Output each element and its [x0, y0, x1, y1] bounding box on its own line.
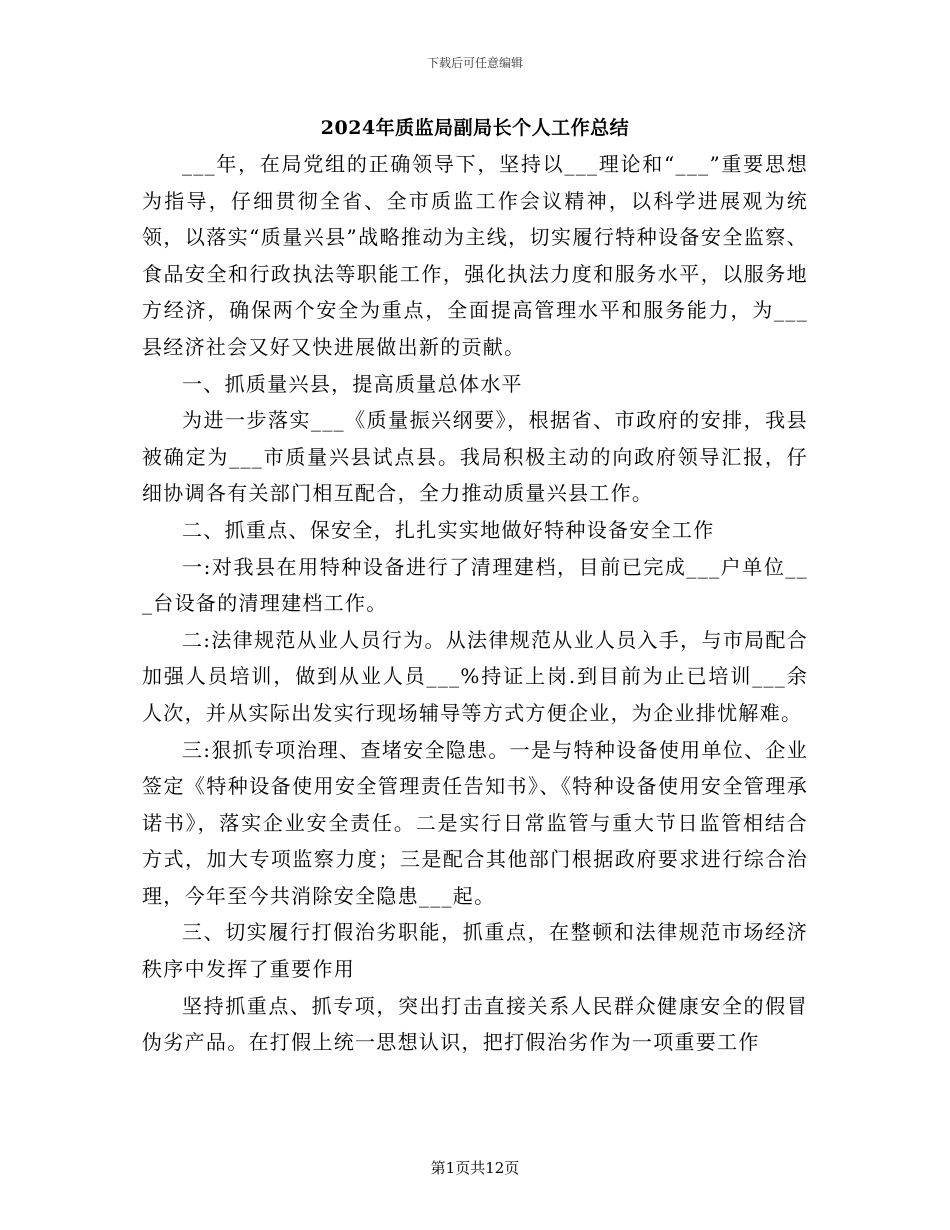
document-body: [142, 146, 808, 1061]
paragraph-intro: ___年，在局党组的正确领导下，坚持以___理论和“___”重要思想为指导，仔细贯彻全省、全市质监工作会议精神，以科学进展观为统领，以落实“质量兴县”战略推动为主线，切实履行特种设备安全监察、食品安全和行政执法等职能工作，强化执法力度和服务水平，以服务地方经济，确保两个安全为重点，全面提高管理水平和服务能力，为___县经济社会又好又快进展做出新的贡献。: [142, 152, 808, 359]
page-number-footer: 第1页共12页: [430, 1159, 520, 1177]
paragraph-section-3: 坚持抓重点、抓专项，突出打击直接关系人民群众健康安全的假冒伪劣产品。在打假上统一思想认识，把打假治劣作为一项重要工作: [142, 993, 808, 1055]
header-note: 下载后可任意编辑: [426, 56, 523, 70]
section-heading-3: 三、切实履行打假治劣职能，抓重点，在整顿和法律规范市场经济秩序中发挥了重要作用: [142, 920, 808, 982]
paragraph-item-3: 三:狠抓专项治理、查堵安全隐患。一是与特种设备使用单位、企业签定《特种设备使用安全管理责任告知书》、《特种设备使用安全管理承诺书》，落实企业安全责任。二是实行日常监管与重大节日监管相结合方式，加大专项监察力度；三是配合其他部门根据政府要求进行综合治理，今年至今共消除安全隐患___起。: [142, 737, 808, 908]
paragraph-section-1: 为进一步落实___《质量振兴纲要》，根据省、市政府的安排，我县被确定为___市质量兴县试点县。我局积极主动的向政府领导汇报，仔细协调各有关部门相互配合，全力推动质量兴县工作。: [142, 408, 808, 506]
section-heading-2: 二、抓重点、保安全，扎扎实实地做好特种设备安全工作: [182, 517, 715, 542]
paragraph-item-2: 二:法律规范从业人员行为。从法律规范从业人员入手，与市局配合加强人员培训，做到从业人员___%持证上岗.到目前为止已培训___余人次，并从实际出发实行现场辅导等方式方便企业，为企业排忧解难。: [142, 627, 808, 725]
document-title: 2024年质监局副局长个人工作总结: [320, 117, 630, 139]
paragraph-item-1: 一:对我县在用特种设备进行了清理建档，目前已完成___户单位___台设备的清理建档工作。: [142, 554, 808, 616]
section-heading-1: 一、抓质量兴县，提高质量总体水平: [182, 371, 523, 396]
